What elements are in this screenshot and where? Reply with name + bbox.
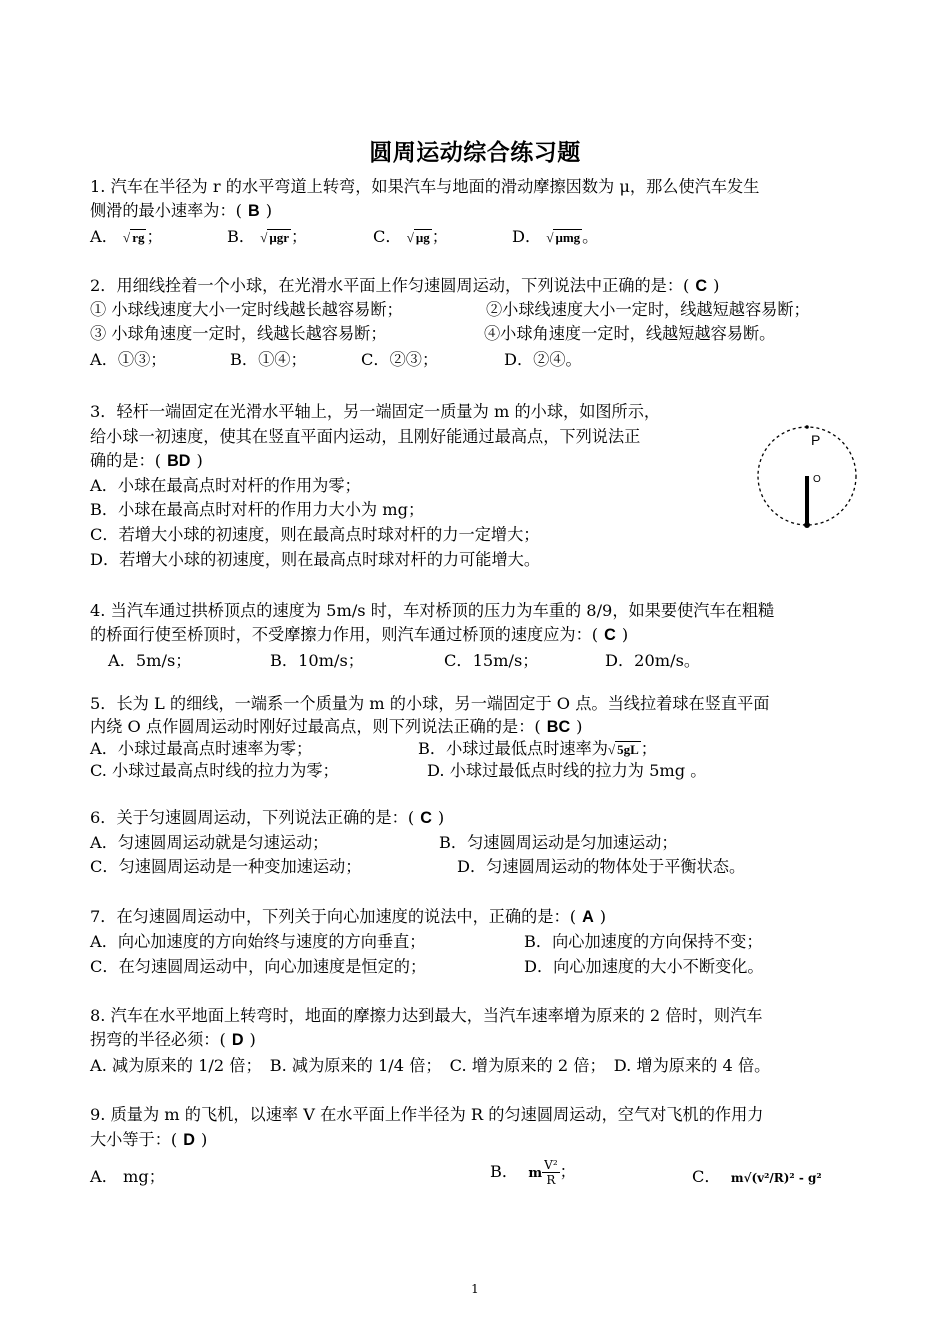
q6-option-b: B．匀速圆周运动是匀加速运动； (439, 833, 678, 852)
q5-option-a: A．小球过最高点时速率为零； (90, 739, 313, 758)
q1-option-a: A． √ rg ； (90, 227, 163, 246)
q8-stem: 拐弯的半径必须：( D ) (90, 1030, 256, 1049)
q6-stem: 6．关于匀速圆周运动，下列说法正确的是：( C ) (90, 808, 445, 827)
q4-option-a: A．5m/s； (108, 651, 192, 670)
label-o: O (813, 474, 821, 485)
q2-option-a: A．①③； (90, 350, 167, 369)
q3-option-b: B．小球在最高点时对杆的作用力大小为 mg； (90, 500, 425, 519)
q6-option-d: D．匀速圆周运动的物体处于平衡状态。 (457, 857, 746, 876)
q4-option-b: B．10m/s； (270, 651, 364, 670)
q4-option-d: D．20m/s。 (605, 651, 701, 670)
q2-statement-2: ②小球线速度大小一定时，线越短越容易断； (486, 300, 810, 319)
q6-answer: C (420, 809, 432, 827)
q5-option-d: D. 小球过最低点时线的拉力为 5mg 。 (427, 761, 707, 780)
q5-answer: BC (546, 718, 571, 736)
q1-stem: 侧滑的最小速率为：( B ) (90, 201, 273, 220)
q3-text-2: 给小球一初速度，使其在竖直平面内运动，且刚好能通过最高点，下列说法正 (90, 427, 641, 446)
q9-text: 9. 质量为 m 的飞机，以速率 V 在水平面上作半径为 R 的匀速圆周运动，空气对飞机的作用力 (90, 1105, 764, 1124)
q9-option-b: B． m $\frac{\text{V²}}{R}$ ； (490, 1158, 576, 1187)
q1-text: 1. 汽车在半径为 r 的水平弯道上转弯，如果汽车与地面的滑动摩擦因数为 μ，那么使汽车发生 (90, 177, 760, 196)
q2-statement-4: ④小球角速度一定时，线越短越容易断。 (484, 324, 776, 343)
q8-text: 8. 汽车在水平地面上转弯时，地面的摩擦力达到最大，当汽车速率增为原来的 2 倍时，则汽车 (90, 1006, 763, 1025)
q9-answer: D (183, 1131, 195, 1149)
q6-option-a: A．匀速圆周运动就是匀速运动； (90, 833, 329, 852)
q2-answer: C (695, 277, 708, 295)
q3-option-a: A．小球在最高点时对杆的作用为零； (90, 476, 361, 495)
q2-stem: 2．用细线拴着一个小球，在光滑水平面上作匀速圆周运动，下列说法中正确的是：( C ) (90, 276, 720, 295)
q2-option-d: D．②④。 (504, 350, 582, 369)
q3-rod-figure (752, 420, 862, 532)
axis-point (804, 522, 810, 528)
page-title: 圆周运动综合练习题 (369, 140, 581, 166)
q7-option-d: D．向心加速度的大小不断变化。 (524, 957, 764, 976)
q7-stem: 7．在匀速圆周运动中，下列关于向心加速度的说法中，正确的是：( A ) (90, 907, 607, 926)
q3-stem: 确的是：( BD ) (90, 451, 203, 470)
q2-option-c: C．②③； (361, 350, 439, 369)
q5-stem: 内绕 O 点作圆周运动时刚好过最高点，则下列说法正确的是：( BC ) (90, 717, 583, 736)
q3-answer: BD (167, 452, 191, 470)
q5-text: 5．长为 L 的细线，一端系一个质量为 m 的小球，另一端固定于 O 点。当线拉着球在竖直平面 (90, 694, 770, 713)
q2-statement-1: ① 小球线速度大小一定时线越长越容易断； (90, 300, 403, 319)
q4-option-c: C．15m/s； (444, 651, 539, 670)
q4-text: 4. 当汽车通过拱桥顶点的速度为 5m/s 时，车对桥顶的压力为车重的 8/9，如果要使汽车在粗糙 (90, 601, 775, 620)
q7-answer: A (582, 908, 594, 926)
q8-answer: D (231, 1031, 244, 1049)
q1-option-d: D． √ μmg 。 (512, 227, 599, 246)
q9-option-c: C． m√(v²/R)² - g² (692, 1167, 822, 1186)
q4-stem: 的桥面行使至桥顶时，不受摩擦力作用，则汽车通过桥顶的速度应为：( C ) (90, 625, 629, 644)
q2-statement-3: ③ 小球角速度一定时，线越长越容易断； (90, 324, 387, 343)
label-p: P (811, 432, 821, 448)
q5-option-c: C. 小球过最高点时线的拉力为零； (90, 761, 339, 780)
q8-options: A. 减为原来的 1/2 倍； B. 减为原来的 1/4 倍； C. 增为原来的 2 倍； D. 增为原来的 4 倍。 (90, 1056, 771, 1075)
q7-option-b: B．向心加速度的方向保持不变； (524, 932, 763, 951)
q3-option-d: D．若增大小球的初速度，则在最高点时球对杆的力可能增大。 (90, 550, 541, 569)
page-number: 1 (471, 1282, 479, 1296)
q7-option-c: C．在匀速圆周运动中，向心加速度是恒定的； (90, 957, 427, 976)
q2-option-b: B．①④； (230, 350, 307, 369)
q9-option-a: A． mg； (90, 1167, 165, 1186)
q5-option-b: B．小球过最低点时速率为√ 5gL ； (418, 739, 657, 758)
q9-stem: 大小等于：( D ) (90, 1130, 208, 1149)
top-point (805, 425, 809, 429)
q1-option-c: C． √ μg ； (373, 227, 448, 246)
q6-option-c: C．匀速圆周运动是一种变加速运动； (90, 857, 362, 876)
q1-answer: B (248, 202, 260, 220)
q7-option-a: A．向心加速度的方向始终与速度的方向垂直； (90, 932, 426, 951)
q4-answer: C (604, 626, 616, 644)
q1-option-b: B． √ μgr ； (227, 227, 308, 246)
q3-option-c: C．若增大小球的初速度，则在最高点时球对杆的力一定增大； (90, 525, 540, 544)
q3-text-1: 3．轻杆一端固定在光滑水平轴上，另一端固定一质量为 m 的小球，如图所示， (90, 402, 661, 421)
